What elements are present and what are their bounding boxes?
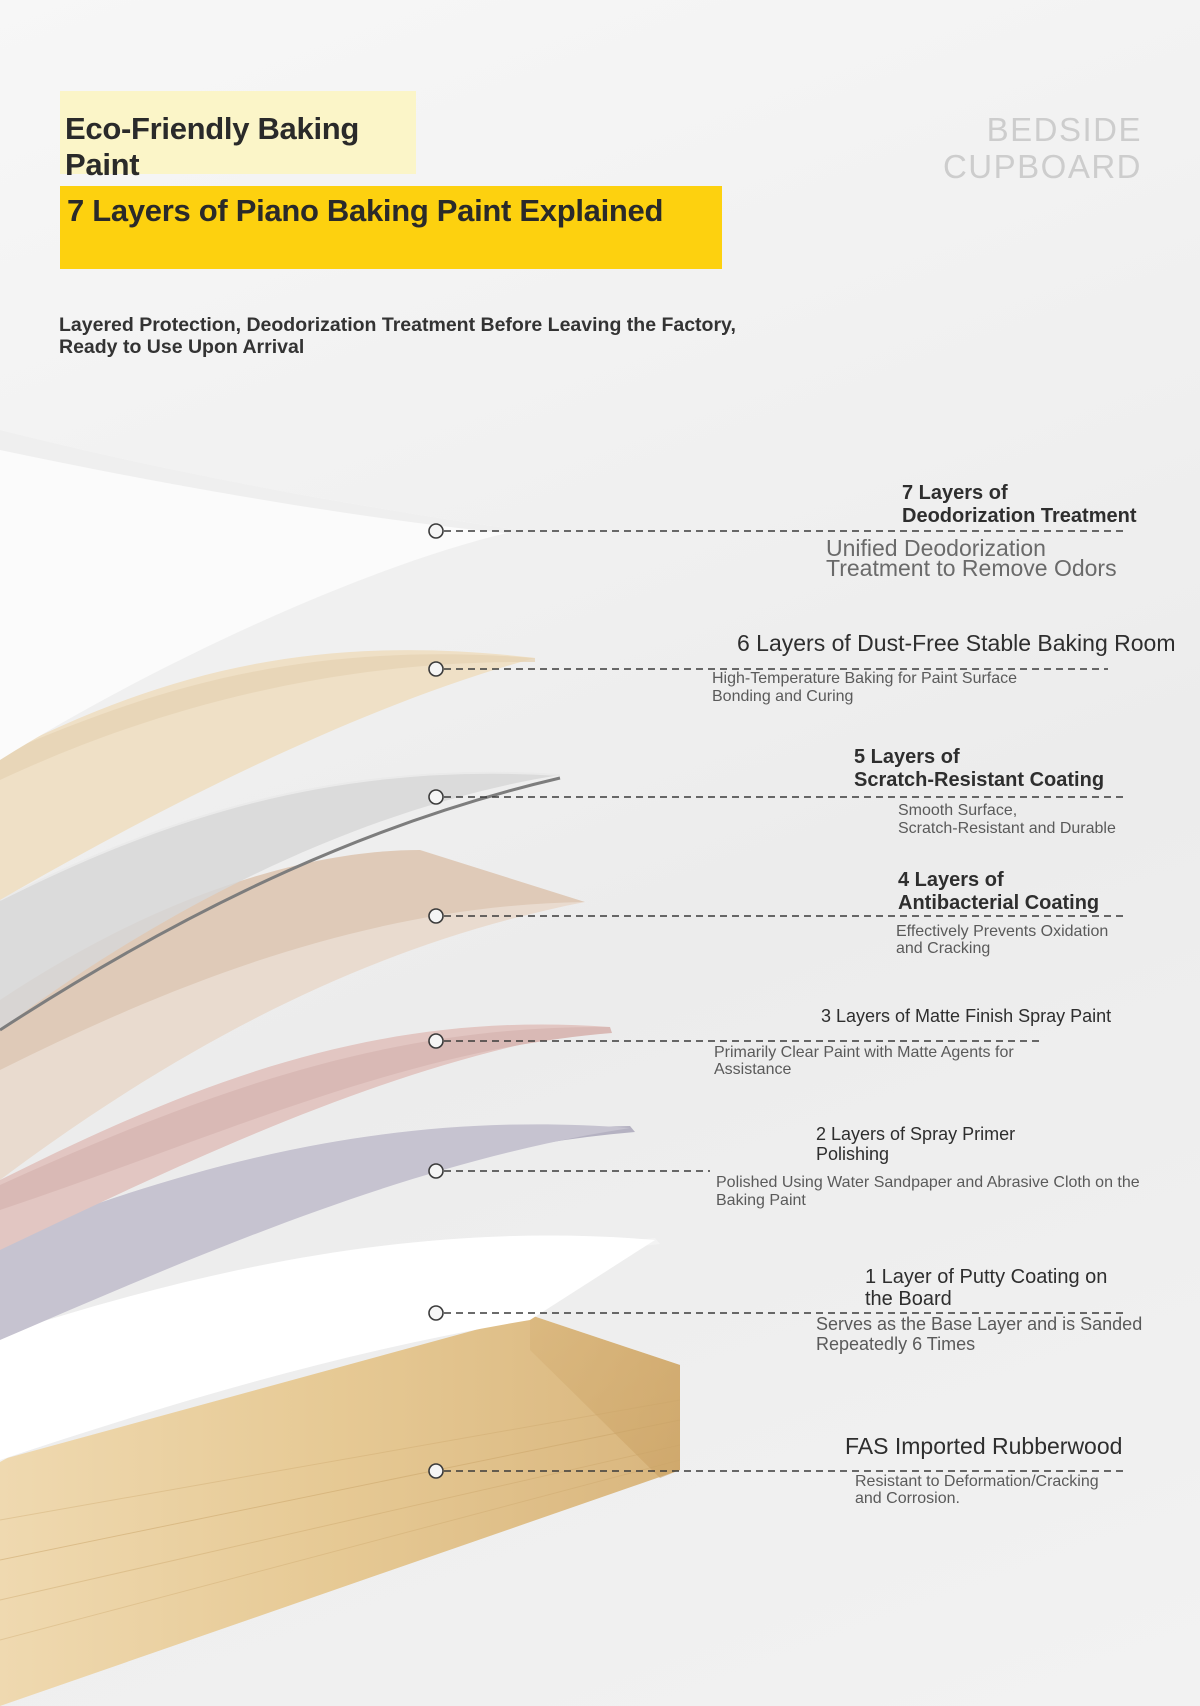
layer-7-description: Unified Deodorization Treatment to Remove Odors [826,535,1117,581]
marker-dot-5 [429,790,443,804]
layer-5-label [854,746,1174,838]
layer-2-title: 2 Layers of Spray Primer Polishing [816,1124,1016,1164]
marker-dot-1 [429,1306,443,1320]
marker-dot-6 [429,662,443,676]
layer-base-label [845,1433,1175,1507]
layer-3-description: Primarily Clear Paint with Matte Agents for Assistance [714,1044,1014,1078]
marker-dot-base [429,1464,443,1478]
marker-dot-4 [429,909,443,923]
layer-7-label [826,482,1192,581]
layer-6-label [712,630,1197,706]
layer-2-label [716,1124,1186,1210]
layer-5-description: Smooth Surface, Scratch-Resistant and Durable [898,802,1116,837]
layer-1-label [816,1266,1185,1354]
layer-6-description: High-Temperature Baking for Paint Surface Bonding and Curing [712,670,1018,705]
layer-base-title: FAS Imported Rubberwood [845,1433,1123,1459]
page-title-text: Eco-Friendly Baking Paint [65,111,360,182]
layer-1-title: 1 Layer of Putty Coating on the Board [865,1266,1108,1310]
layer-6-title: 6 Layers of Dust-Free Stable Baking Room [737,630,1176,656]
layer-5-title: 5 Layers of Scratch-Resistant Coating [854,746,1105,791]
brand-watermark-text: BEDSIDE CUPBOARD [942,111,1142,185]
layer-4-label [898,869,1188,957]
page-subtitle-text: 7 Layers of Piano Baking Paint Explained [67,193,664,228]
marker-dot-2 [429,1164,443,1178]
layer-4-title: 4 Layers of Antibacterial Coating [898,869,1100,914]
layer-4-description: Effectively Prevents Oxidation and Cracking [896,923,1109,957]
layer-1-description: Serves as the Base Layer and is Sanded Repeatedly 6 Times [816,1314,1143,1354]
marker-dot-7 [429,524,443,538]
marker-dot-3 [429,1034,443,1048]
layer-2-description: Polished Using Water Sandpaper and Abrasive Cloth on the Baking Paint [716,1174,1140,1209]
layer-3-label [714,1006,1181,1078]
layer-7-title: 7 Layers of Deodorization Treatment [902,482,1137,527]
layer-3-title: 3 Layers of Matte Finish Spray Paint [821,1006,1112,1026]
tagline-text: Layered Protection, Deodorization Treatment Before Leaving the Factory, Ready to Use Upon Arrival [59,314,736,358]
layer-base-description: Resistant to Deformation/Cracking and Corrosion. [855,1473,1099,1507]
